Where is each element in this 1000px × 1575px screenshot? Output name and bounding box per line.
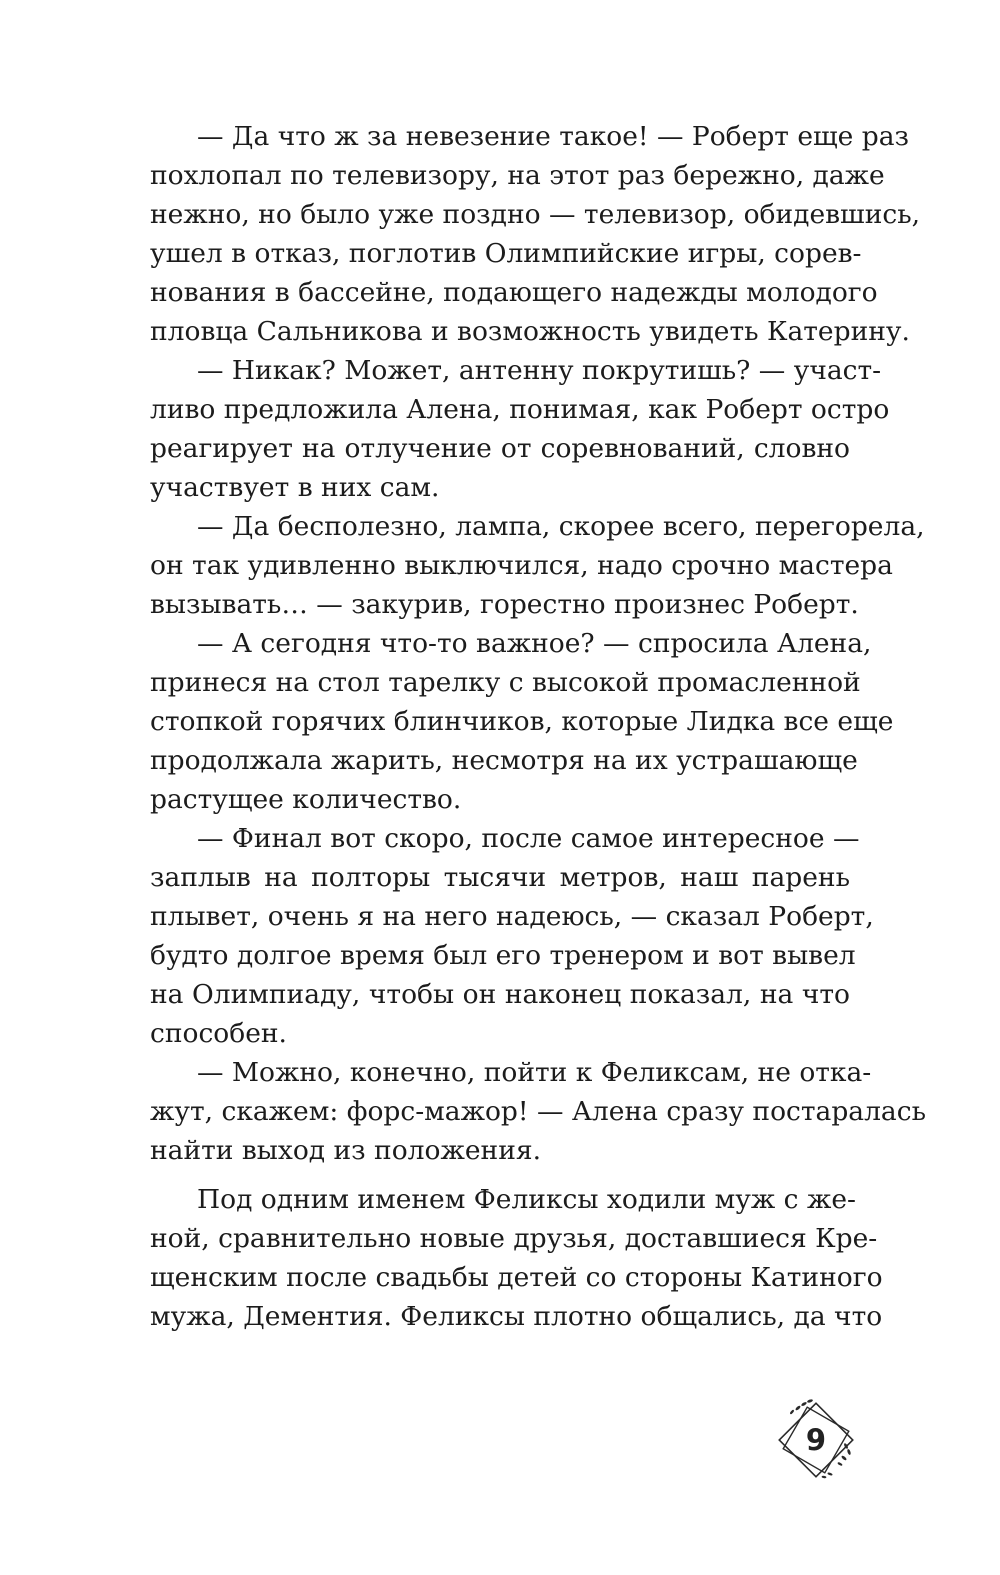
text-line: щенским после свадьбы детей со стороны Катиного [150, 1262, 883, 1293]
text-line: участвует в них сам. [150, 472, 440, 503]
text-line: пловца Сальникова и возможность увидеть Катерину. [150, 316, 910, 347]
paragraph [150, 1180, 883, 1336]
text-line: ушел в отказ, поглотив Олимпийские игры, сорев- [150, 238, 862, 269]
paragraph [150, 624, 894, 819]
text-line: мужа, Дементия. Феликсы плотно общались, да что [150, 1301, 883, 1332]
paragraph [150, 819, 874, 1053]
text-line: — Можно, конечно, пойти к Феликсам, не отка- [197, 1057, 872, 1088]
text-line: Под одним именем Феликсы ходили муж с же- [197, 1184, 856, 1215]
paragraph [150, 1053, 926, 1170]
text-line: ной, сравнительно новые друзья, доставшиеся Кре- [150, 1223, 878, 1254]
text-line: продолжала жарить, несмотря на их устрашающе [150, 745, 858, 776]
text-line: растущее количество. [150, 784, 462, 815]
text-line: — Да бесполезно, лампа, скорее всего, перегорела, [197, 511, 925, 542]
text-line: нования в бассейне, подающего надежды молодого [150, 277, 878, 308]
text-line: найти выход из положения. [150, 1135, 541, 1166]
text-line: нежно, но было уже поздно — телевизор, обидевшись, [150, 199, 921, 230]
text-line: реагирует на отлучение от соревнований, словно [150, 433, 850, 464]
text-line: на Олимпиаду, чтобы он наконец показал, на что [150, 979, 850, 1010]
text-line: — Финал вот скоро, после самое интересное — [197, 823, 860, 854]
text-line: ливо предложила Алена, понимая, как Роберт остро [150, 394, 890, 425]
text-line: принеся на стол тарелку с высокой промасленной [150, 667, 861, 698]
text-line: вызывать… — закурив, горестно произнес Роберт. [150, 589, 859, 620]
text-line: — А сегодня что-то важное? — спросила Алена, [197, 628, 872, 659]
text-line: жут, скажем: форс-мажор! — Алена сразу постаралась [150, 1096, 926, 1127]
page-number: 9 [805, 1423, 827, 1457]
text-line: похлопал по телевизору, на этот раз бережно, даже [150, 160, 885, 191]
text-line: — Да что ж за невезение такое! — Роберт еще раз [197, 121, 910, 152]
text-line: он так удивленно выключился, надо срочно мастера [150, 550, 893, 581]
text-line: заплыв на полторы тысячи метров, наш парень [150, 862, 850, 893]
text-line: будто долгое время был его тренером и вот вывел [150, 940, 856, 971]
page-body-text [150, 117, 926, 1336]
text-line: способен. [150, 1018, 287, 1049]
page-number-badge [766, 1390, 866, 1490]
text-line: — Никак? Может, антенну покрутишь? — участ- [197, 355, 882, 386]
paragraph [150, 351, 890, 507]
text-line: плывет, очень я на него надеюсь, — сказал Роберт, [150, 901, 874, 932]
paragraph [150, 117, 921, 351]
paragraph [150, 507, 925, 624]
text-line: стопкой горячих блинчиков, которые Лидка все еще [150, 706, 894, 737]
